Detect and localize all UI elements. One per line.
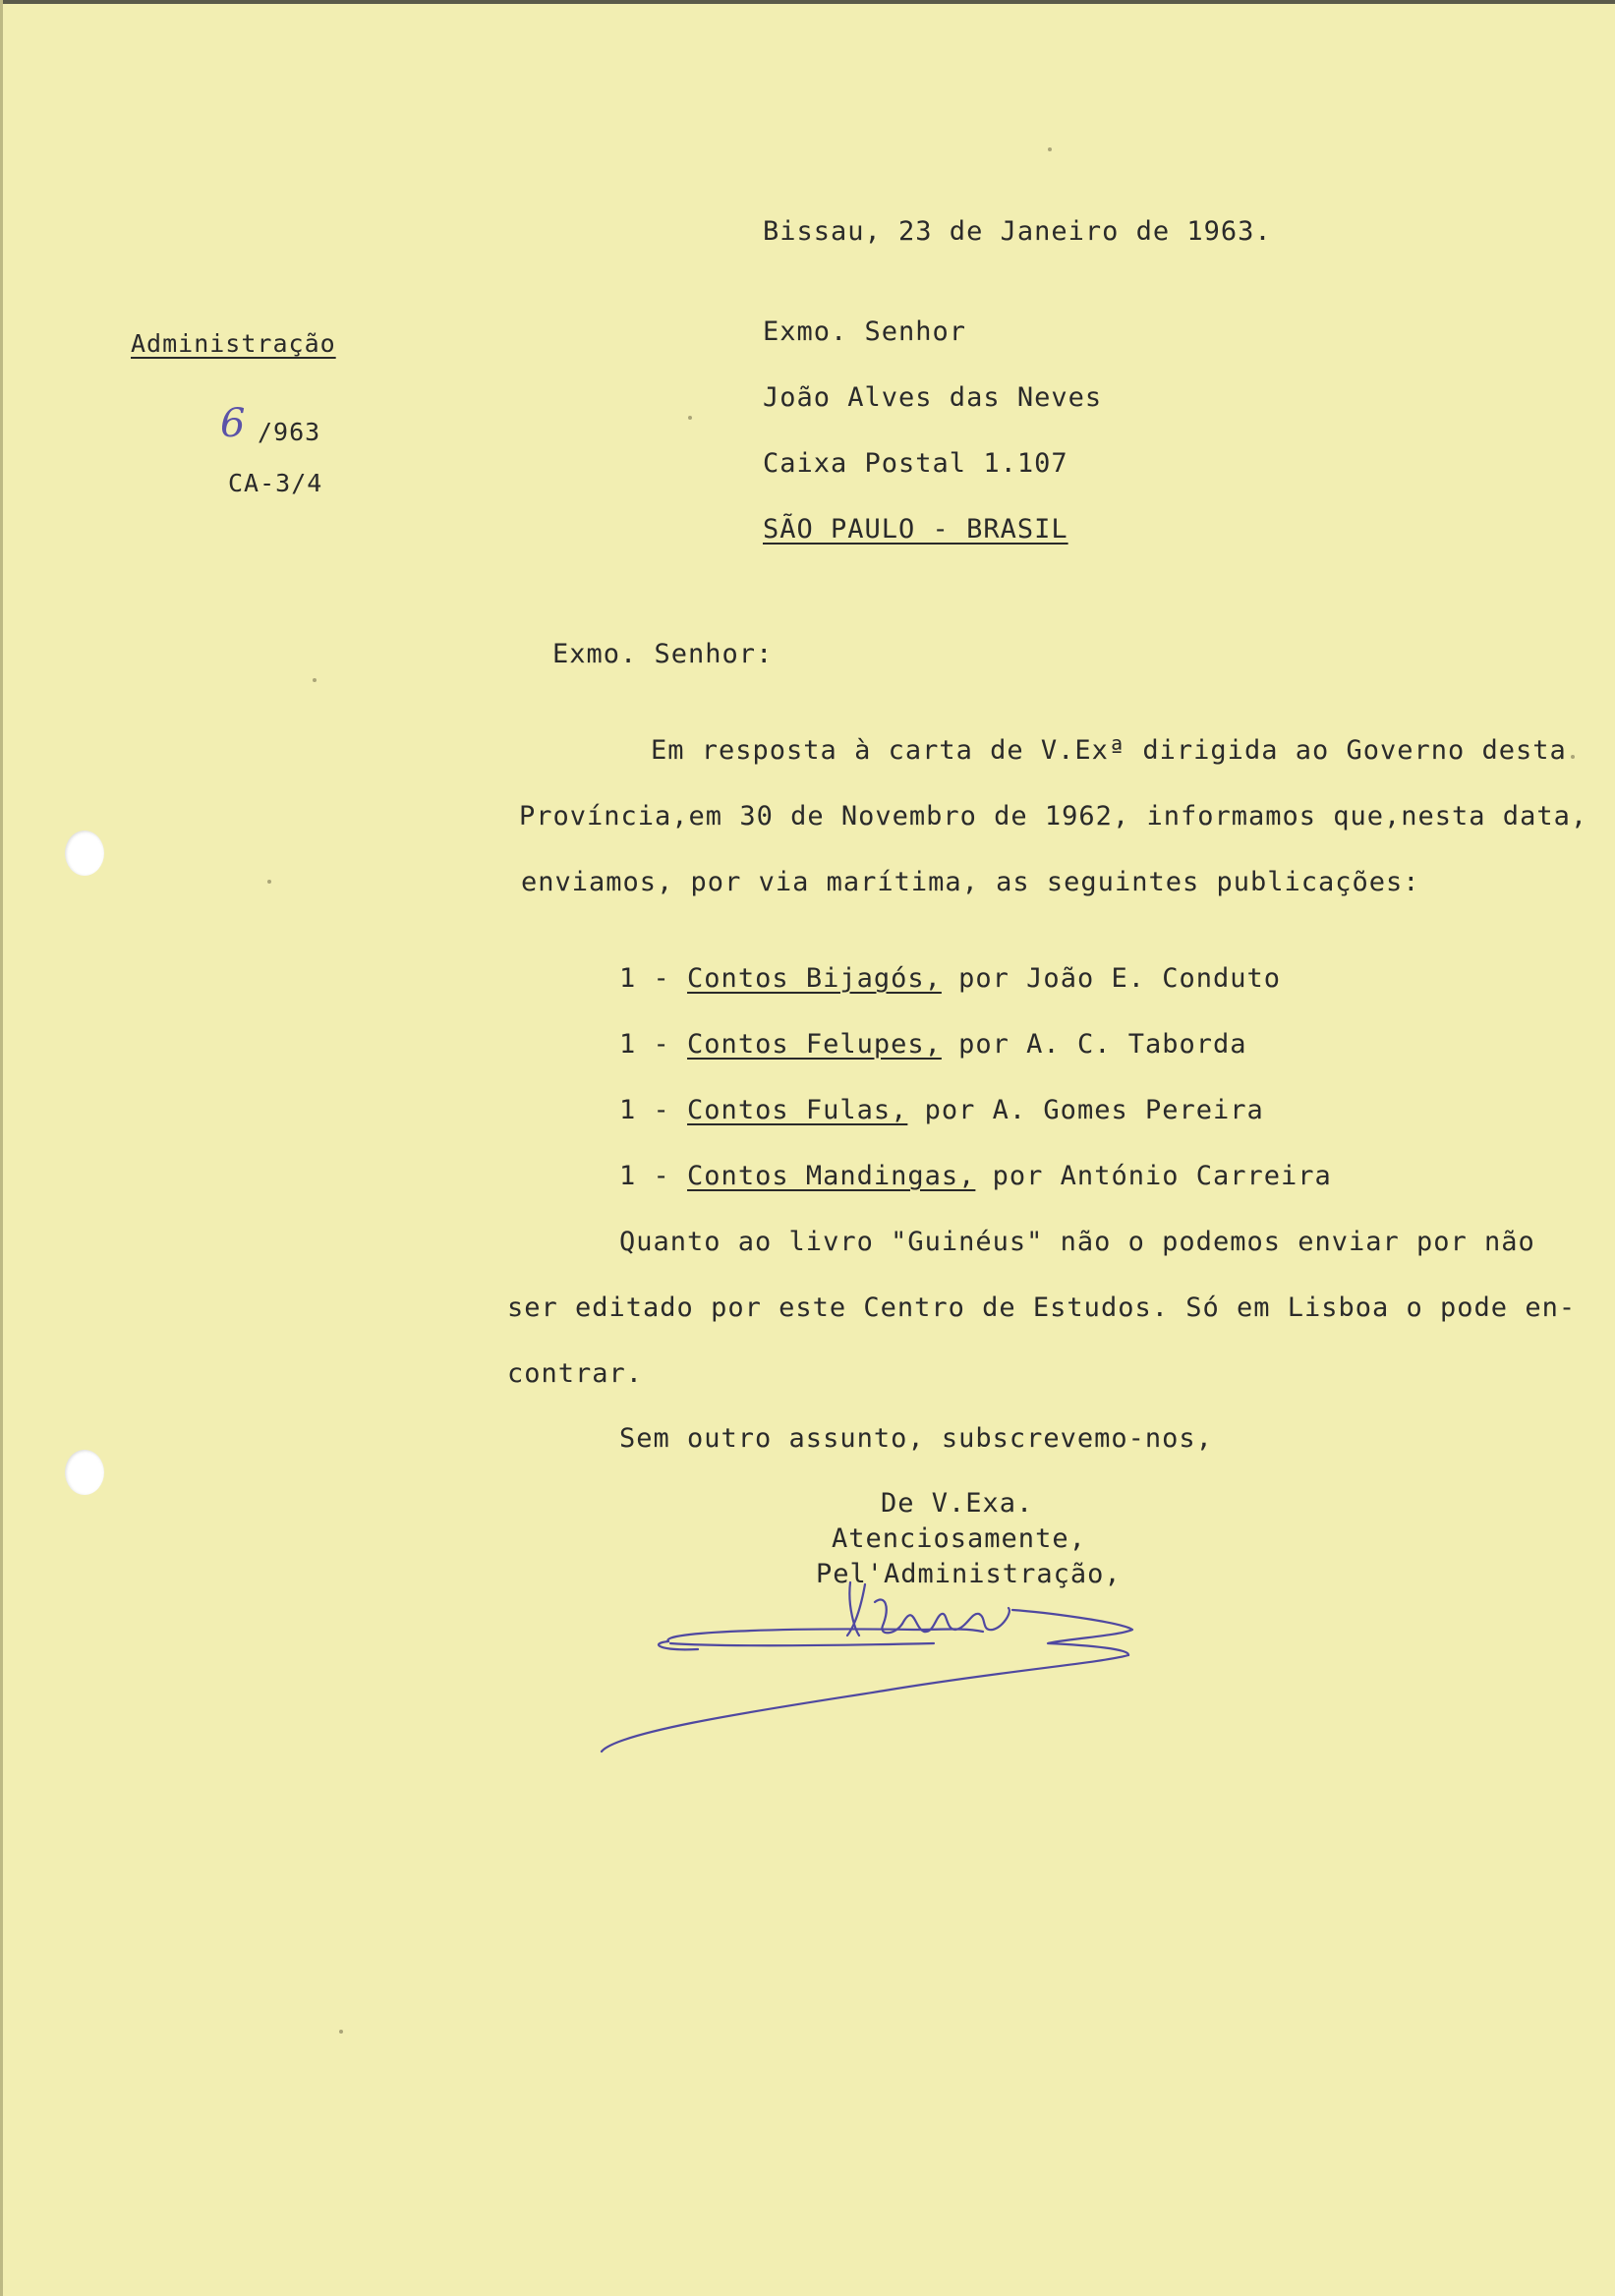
item-qty: 1 - bbox=[619, 1161, 670, 1191]
item-title: Contos Bijagós, bbox=[687, 963, 942, 994]
item-qty: 1 - bbox=[619, 1029, 670, 1060]
department-heading: Administração bbox=[131, 329, 336, 358]
item-author: por António Carreira bbox=[992, 1161, 1332, 1191]
body-line: enviamos, por via marítima, as seguintes publicações: bbox=[521, 867, 1420, 897]
punch-hole-lower bbox=[65, 1450, 104, 1495]
file-code: CA-3/4 bbox=[228, 469, 323, 497]
list-item bbox=[619, 965, 1281, 992]
list-item bbox=[619, 1097, 1264, 1123]
paper-speck bbox=[688, 416, 692, 420]
item-author: por João E. Conduto bbox=[958, 963, 1282, 994]
item-title: Contos Mandingas, bbox=[687, 1161, 976, 1191]
page-left-edge bbox=[0, 0, 3, 2296]
ref-year: /963 bbox=[258, 418, 321, 446]
recipient-title: Exmo. Senhor bbox=[763, 316, 967, 347]
page-top-edge bbox=[0, 0, 1615, 4]
signoff-line: Pel'Administração, bbox=[816, 1559, 1122, 1589]
punch-hole-upper bbox=[65, 831, 104, 876]
handwritten-signature bbox=[590, 1533, 1180, 1789]
paper-speck bbox=[339, 2030, 343, 2034]
body-line: Província,em 30 de Novembro de 1962, informamos que,nesta data, bbox=[519, 801, 1588, 832]
closing-line: Sem outro assunto, subscrevemo-nos, bbox=[619, 1423, 1213, 1454]
signoff-line: Atenciosamente, bbox=[832, 1523, 1086, 1554]
body-line: ser editado por este Centro de Estudos. Só em Lisboa o pode en- bbox=[507, 1292, 1577, 1323]
signoff-line: De V.Exa. bbox=[881, 1488, 1034, 1519]
body-line: Quanto ao livro "Guinéus" não o podemos enviar por não bbox=[619, 1227, 1535, 1257]
item-title: Contos Fulas, bbox=[687, 1095, 908, 1125]
paper-speck bbox=[1048, 147, 1052, 151]
item-qty: 1 - bbox=[619, 1095, 670, 1125]
item-author: por A. Gomes Pereira bbox=[924, 1095, 1264, 1125]
recipient-name: João Alves das Neves bbox=[763, 382, 1103, 413]
paper-speck bbox=[313, 678, 317, 682]
recipient-address: Caixa Postal 1.107 bbox=[763, 448, 1068, 479]
body-line: Em resposta à carta de V.Exª dirigida ao Governo desta bbox=[651, 735, 1567, 766]
handwritten-ref-number: 6 bbox=[220, 401, 246, 446]
item-author: por A. C. Taborda bbox=[958, 1029, 1247, 1060]
paper-speck bbox=[267, 880, 271, 884]
recipient-city: SÃO PAULO - BRASIL bbox=[763, 514, 1068, 545]
item-qty: 1 - bbox=[619, 963, 670, 994]
letter-date: Bissau, 23 de Janeiro de 1963. bbox=[763, 216, 1272, 247]
paper-speck bbox=[1571, 755, 1575, 759]
list-item bbox=[619, 1031, 1247, 1058]
salutation: Exmo. Senhor: bbox=[552, 639, 774, 669]
body-line: contrar. bbox=[507, 1358, 644, 1389]
list-item bbox=[619, 1163, 1332, 1189]
item-title: Contos Felupes, bbox=[687, 1029, 942, 1060]
